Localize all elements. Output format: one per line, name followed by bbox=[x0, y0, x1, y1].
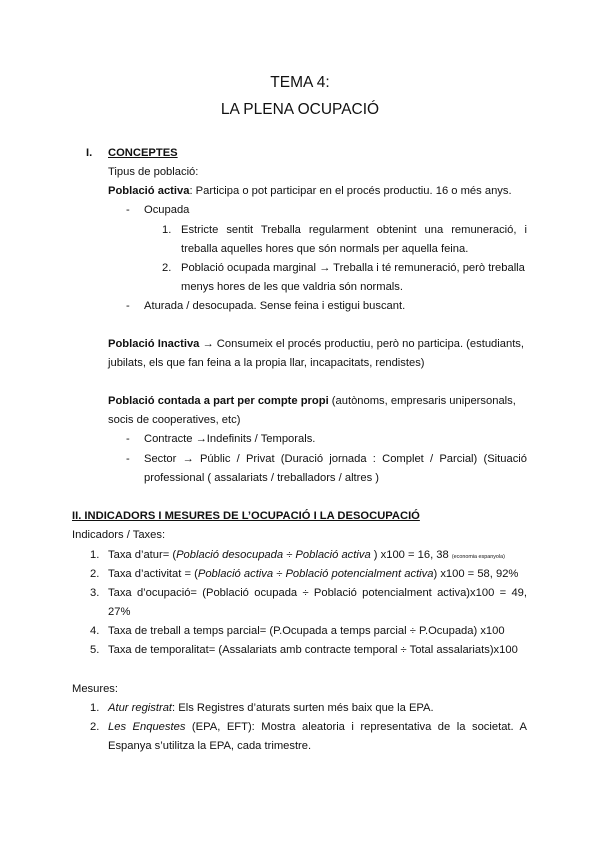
bullet-unemployed: Aturada / desocupada. Sense feina i estigui buscant. bbox=[144, 300, 406, 312]
indicator-employment-rate-line-2: 27% bbox=[108, 606, 131, 618]
indicator-number: 4. bbox=[90, 625, 100, 637]
measure-registered-unemployment bbox=[108, 699, 434, 718]
indicator-formula: Població desocupada ÷ Població activa bbox=[176, 549, 371, 561]
measure-surveys-line-1 bbox=[108, 718, 527, 737]
inactive-population-term: Població Inactiva bbox=[108, 338, 200, 350]
indicator-activity-rate bbox=[108, 565, 518, 584]
indicator-employment-rate-line-1 bbox=[108, 584, 527, 603]
inactive-population-line-1 bbox=[108, 335, 524, 354]
indicator-text: Taxa d’ocupació= (Població ocupada ÷ Població potencialment activa)x100 = 49, bbox=[108, 587, 527, 599]
sub-item-2-line-2: menys hores de les que valdria són normals. bbox=[181, 281, 403, 293]
bullet-sector-line-1 bbox=[144, 450, 527, 469]
section-1-intro: Tipus de població: bbox=[108, 166, 199, 178]
sub-item-1-line-1 bbox=[181, 221, 527, 240]
indicator-text: Taxa d’atur= ( bbox=[108, 549, 177, 561]
self-employed-term: Població contada a part per compte propi bbox=[108, 395, 329, 407]
sub-item-1-line-2: treballa aquelles hores que són normals per aquella feina. bbox=[181, 243, 469, 255]
dash-marker: - bbox=[126, 204, 130, 216]
title-line-2: LA PLENA OCUPACIÓ bbox=[220, 101, 380, 118]
indicator-value: ) x100 = 16, 38 bbox=[370, 549, 452, 561]
section-2-heading: II. INDICADORS I MESURES DE L’OCUPACIÓ I LA DESOCUPACIÓ bbox=[72, 510, 420, 522]
sub-item-2-line-1: Població ocupada marginal → Treballa i té remuneració, però treballa bbox=[181, 262, 525, 274]
indicator-number: 5. bbox=[90, 644, 100, 656]
dash-marker: - bbox=[126, 300, 130, 312]
active-population-term: Població activa bbox=[108, 185, 190, 197]
active-population-text: : Participa o pot participar en el procés productiu. 16 o més anys. bbox=[189, 185, 512, 197]
self-employed-line-1 bbox=[108, 392, 516, 411]
indicator-note: (economia espanyola) bbox=[451, 554, 505, 560]
measure-text: : Els Registres d’aturats surten més baix que la EPA. bbox=[172, 702, 434, 714]
measure-number: 1. bbox=[90, 702, 100, 714]
indicator-formula: Població activa ÷ Població potencialment activa bbox=[197, 568, 434, 580]
bullet-sector-line-2: professional ( assalariats / treballadors / altres ) bbox=[144, 472, 380, 484]
bullet-employed: Ocupada bbox=[144, 204, 190, 216]
indicator-part-time-rate: Taxa de treball a temps parcial= (P.Ocupada a temps parcial ÷ P.Ocupada) x100 bbox=[108, 625, 505, 637]
indicator-number: 1. bbox=[90, 549, 100, 561]
measures-intro: Mesures: bbox=[72, 683, 119, 695]
measure-surveys-line-2: Espanya s’utilitza la EPA, cada trimestre. bbox=[108, 740, 312, 752]
indicator-temporality-rate: Taxa de temporalitat= (Assalariats amb contracte temporal ÷ Total assalariats)x100 bbox=[108, 644, 518, 656]
section-1-heading: CONCEPTES bbox=[108, 147, 178, 159]
indicator-number: 2. bbox=[90, 568, 100, 580]
indicator-number: 3. bbox=[90, 587, 100, 599]
inactive-population-text: → Consumeix el procés productiu, però no participa. (estudiants, bbox=[199, 338, 525, 350]
indicator-text: Taxa d’activitat = ( bbox=[108, 568, 198, 580]
section-2-intro: Indicadors / Taxes: bbox=[72, 529, 166, 541]
dash-marker: - bbox=[126, 433, 130, 445]
measure-text: (EPA, EFT): Mostra aleatoria i representativa de la societat. A bbox=[185, 721, 527, 733]
bullet-contract: Contracte →Indefinits / Temporals. bbox=[144, 433, 316, 445]
section-1-number: I. bbox=[86, 147, 93, 159]
self-employed-text: (autònoms, empresaris unipersonals, bbox=[328, 395, 516, 407]
indicator-value: ) x100 = 58, 92% bbox=[433, 568, 519, 580]
sub-item-number: 1. bbox=[162, 224, 172, 236]
measure-term: Les Enquestes bbox=[108, 721, 186, 733]
measure-term: Atur registrat bbox=[108, 702, 173, 714]
title-line-1: TEMA 4: bbox=[270, 74, 330, 91]
indicator-unemployment-rate bbox=[108, 546, 505, 567]
inactive-population-line-2: jubilats, els que fan feina a la propia llar, incapacitats, rendistes) bbox=[108, 357, 425, 369]
self-employed-line-2: socis de cooperatives, etc) bbox=[108, 414, 241, 426]
sub-item-number: 2. bbox=[162, 262, 172, 274]
measure-number: 2. bbox=[90, 721, 100, 733]
active-population-line bbox=[108, 182, 512, 201]
dash-marker: - bbox=[126, 453, 130, 465]
bullet-sector-text-1: Sector → Públic / Privat (Duració jornada : Complet / Parcial) (Situació bbox=[144, 453, 527, 465]
sub-item-1-text-1: Estricte sentit Treballa regularment obtenint una remuneració, i bbox=[181, 224, 527, 236]
